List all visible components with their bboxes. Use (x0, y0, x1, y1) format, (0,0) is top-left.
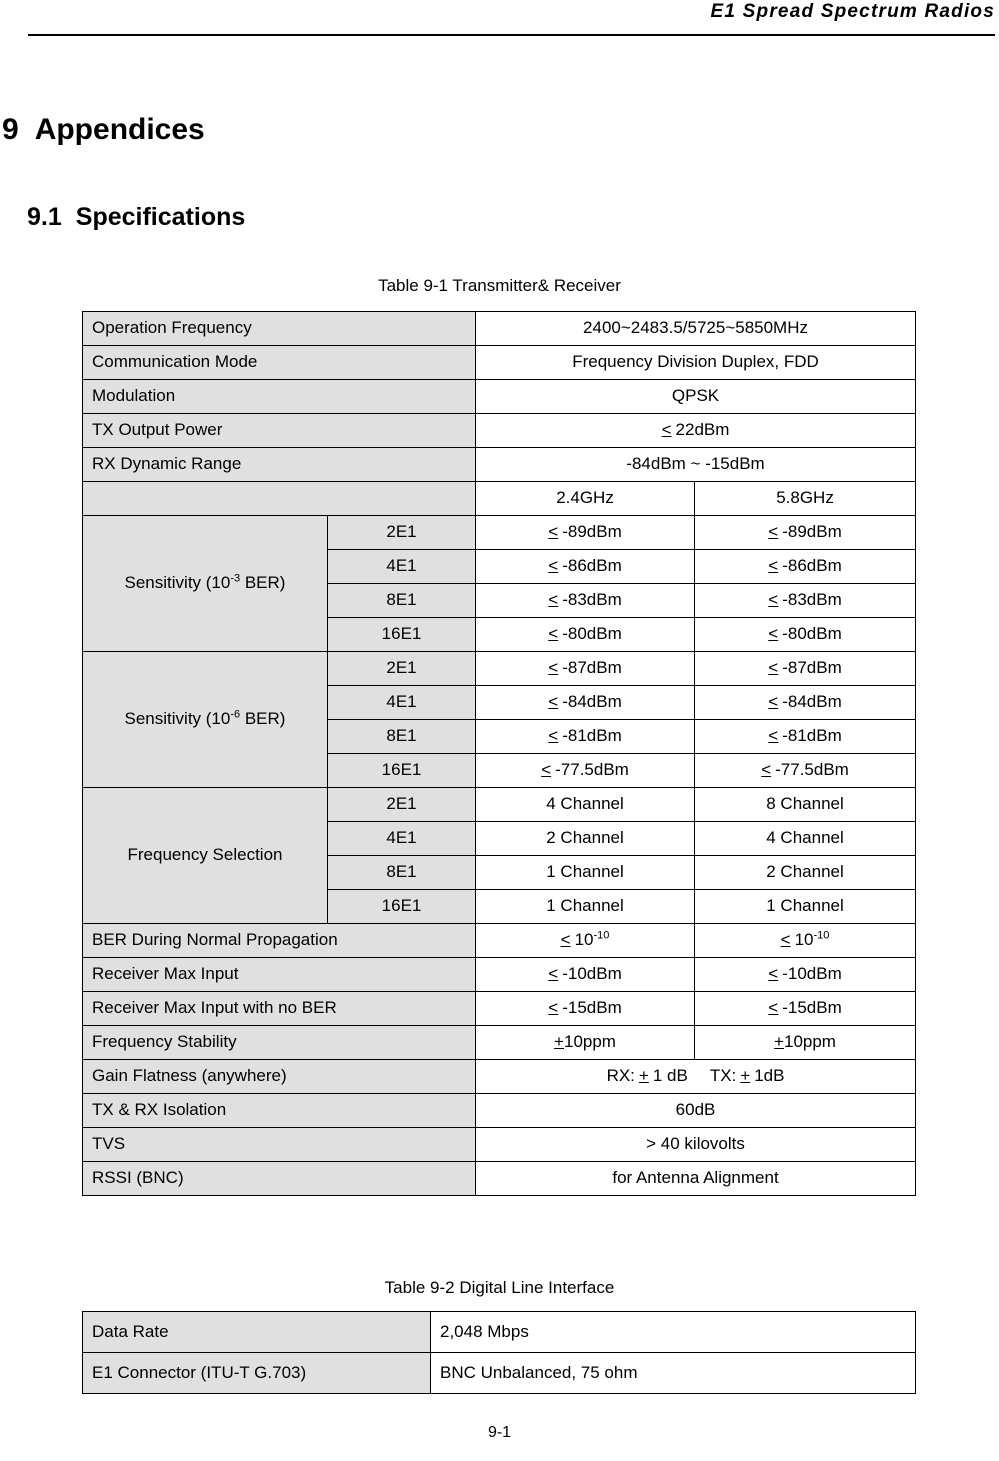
value-text: 10ppm (783, 1032, 836, 1052)
less-equal-operator: < (548, 556, 559, 576)
value-exponent: -10 (593, 929, 610, 942)
cell-value-5-8ghz (695, 992, 916, 1026)
less-equal-operator: < (548, 726, 559, 746)
table-row (83, 1060, 916, 1094)
row-label-data-rate: Data Rate (83, 1312, 431, 1353)
row-value-modulation: QPSK (476, 380, 916, 414)
sublabel-mode: 16E1 (328, 618, 476, 652)
table-row (83, 958, 916, 992)
document-title: E1 Spread Spectrum Radios (710, 1, 995, 22)
table-row (83, 448, 916, 482)
sublabel-mode: 16E1 (328, 890, 476, 924)
less-equal-operator: < (768, 624, 779, 644)
value-text: -80dBm (562, 624, 622, 644)
row-value-operation-frequency: 2400~2483.5/5725~5850MHz (476, 312, 916, 346)
column-header-2-4ghz: 2.4GHz (476, 482, 695, 516)
table-row (83, 1094, 916, 1128)
plus-minus-operator: + (638, 1066, 649, 1086)
less-equal-operator: < (761, 760, 772, 780)
table-row (83, 380, 916, 414)
row-label-rssi: RSSI (BNC) (83, 1162, 476, 1196)
less-equal-operator: < (768, 522, 779, 542)
sublabel-mode: 2E1 (328, 516, 476, 550)
sublabel-mode: 4E1 (328, 686, 476, 720)
table-1-caption: Table 9-1 Transmitter& Receiver (378, 276, 621, 295)
cell-value-2-4ghz (476, 958, 695, 992)
section-title: Specifications (75, 203, 246, 231)
row-value-rssi: for Antenna Alignment (476, 1162, 916, 1196)
less-equal-operator: < (548, 522, 559, 542)
value-text: -87dBm (562, 658, 622, 678)
table-row (83, 924, 916, 958)
table-row (83, 1353, 916, 1394)
cell-value-2-4ghz: 1 Channel (476, 856, 695, 890)
cell-value-2-4ghz (476, 1026, 695, 1060)
column-header-5-8ghz: 5.8GHz (695, 482, 916, 516)
value-text: -89dBm (782, 522, 842, 542)
cell-value-2-4ghz (476, 754, 695, 788)
sensitivity-6-label-exponent: -6 (230, 708, 241, 721)
row-label-sensitivity-10-6-ber (83, 652, 328, 788)
less-equal-operator: < (768, 998, 779, 1018)
cell-value-5-8ghz: 2 Channel (695, 856, 916, 890)
less-equal-operator: < (548, 964, 559, 984)
row-label-tx-output-power: TX Output Power (83, 414, 476, 448)
sensitivity-6-label-prefix: Sensitivity (10 (124, 709, 231, 729)
row-label-e1-connector: E1 Connector (ITU-T G.703) (83, 1353, 431, 1394)
cell-value-2-4ghz: 4 Channel (476, 788, 695, 822)
sublabel-mode: 16E1 (328, 754, 476, 788)
cell-value-5-8ghz (695, 618, 916, 652)
sublabel-mode: 4E1 (328, 550, 476, 584)
sublabel-mode: 8E1 (328, 584, 476, 618)
row-label-ber-normal-propagation: BER During Normal Propagation (83, 924, 476, 958)
cell-value-5-8ghz (695, 958, 916, 992)
cell-value-2-4ghz (476, 924, 695, 958)
less-equal-operator: < (548, 998, 559, 1018)
cell-value-5-8ghz (695, 686, 916, 720)
value-text: -15dBm (562, 998, 622, 1018)
value-base: 10 (794, 930, 814, 950)
value-text: -87dBm (782, 658, 842, 678)
value-text: -83dBm (562, 590, 622, 610)
cell-value-2-4ghz (476, 618, 695, 652)
transmitter-receiver-table (82, 311, 916, 1196)
cell-value-5-8ghz (695, 516, 916, 550)
less-equal-operator: < (541, 760, 552, 780)
cell-value-5-8ghz (695, 584, 916, 618)
value-text: -81dBm (562, 726, 622, 746)
row-label-tx-rx-isolation: TX & RX Isolation (83, 1094, 476, 1128)
cell-value-2-4ghz (476, 550, 695, 584)
value-text: -10dBm (562, 964, 622, 984)
less-equal-operator: < (768, 556, 779, 576)
row-label-gain-flatness: Gain Flatness (anywhere) (83, 1060, 476, 1094)
row-value-tvs: > 40 kilovolts (476, 1128, 916, 1162)
value-text: -80dBm (782, 624, 842, 644)
table-row (83, 414, 916, 448)
gain-flatness-tx-value: 1dB (754, 1066, 785, 1086)
value-exponent: -10 (813, 929, 830, 942)
cell-value-2-4ghz (476, 516, 695, 550)
less-equal-operator: < (780, 930, 791, 950)
table-row (83, 652, 916, 686)
sensitivity-3-label-suffix: BER) (240, 573, 286, 593)
sublabel-mode: 8E1 (328, 720, 476, 754)
section-number: 9.1 (27, 203, 62, 231)
less-equal-operator: < (548, 624, 559, 644)
cell-value-2-4ghz (476, 992, 695, 1026)
sensitivity-6-label-suffix: BER) (240, 709, 286, 729)
table-row (83, 788, 916, 822)
row-label-modulation: Modulation (83, 380, 476, 414)
value-text: -86dBm (782, 556, 842, 576)
plus-minus-operator: + (740, 1066, 751, 1086)
value-text: -83dBm (782, 590, 842, 610)
table-row (83, 516, 916, 550)
row-value-gain-flatness (476, 1060, 916, 1094)
table-row (83, 1128, 916, 1162)
cell-value-5-8ghz: 8 Channel (695, 788, 916, 822)
less-equal-operator: < (548, 590, 559, 610)
table-row (83, 992, 916, 1026)
page-footer: 9-1 (487, 1424, 512, 1441)
row-value-tx-rx-isolation: 60dB (476, 1094, 916, 1128)
gain-flatness-rx-prefix: RX: (606, 1066, 635, 1086)
table-row (83, 1312, 916, 1353)
cell-value-2-4ghz (476, 584, 695, 618)
sensitivity-3-label-prefix: Sensitivity (10 (124, 573, 231, 593)
sensitivity-3-label-exponent: -3 (230, 572, 241, 585)
section-heading (27, 203, 245, 232)
cell-value-5-8ghz (695, 1026, 916, 1060)
sublabel-mode: 2E1 (328, 652, 476, 686)
cell-value-5-8ghz (695, 924, 916, 958)
cell-value-5-8ghz (695, 754, 916, 788)
row-value-rx-dynamic-range: -84dBm ~ -15dBm (476, 448, 916, 482)
cell-value-2-4ghz: 2 Channel (476, 822, 695, 856)
value-text: -84dBm (562, 692, 622, 712)
tx-output-power-value: 22dBm (675, 420, 730, 440)
page-header (28, 0, 995, 36)
table-row (83, 1026, 916, 1060)
row-label-operation-frequency: Operation Frequency (83, 312, 476, 346)
row-label-communication-mode: Communication Mode (83, 346, 476, 380)
row-value-data-rate: 2,048 Mbps (431, 1312, 916, 1353)
cell-value-5-8ghz (695, 720, 916, 754)
less-equal-operator: < (768, 692, 779, 712)
row-label-rx-dynamic-range: RX Dynamic Range (83, 448, 476, 482)
value-text: -77.5dBm (555, 760, 629, 780)
row-label-frequency-stability: Frequency Stability (83, 1026, 476, 1060)
less-equal-operator: < (768, 590, 779, 610)
plus-minus-operator: + (774, 1032, 784, 1052)
table-header-row (83, 482, 916, 516)
less-equal-operator: < (768, 726, 779, 746)
chapter-number: 9 (2, 113, 19, 146)
cell-value-2-4ghz: 1 Channel (476, 890, 695, 924)
value-text: -81dBm (782, 726, 842, 746)
value-text: -10dBm (782, 964, 842, 984)
sublabel-mode: 2E1 (328, 788, 476, 822)
value-text: -86dBm (562, 556, 622, 576)
digital-line-interface-table (82, 1311, 916, 1394)
value-base: 10 (574, 930, 594, 950)
empty-header-cell (83, 482, 476, 516)
table-row (83, 1162, 916, 1196)
value-text: -15dBm (782, 998, 842, 1018)
cell-value-5-8ghz (695, 550, 916, 584)
gain-flatness-tx-prefix: TX: (709, 1066, 737, 1086)
row-label-receiver-max-input-no-ber: Receiver Max Input with no BER (83, 992, 476, 1026)
cell-value-2-4ghz (476, 652, 695, 686)
value-text: -77.5dBm (775, 760, 849, 780)
value-text: 10ppm (563, 1032, 616, 1052)
chapter-title: Appendices (34, 113, 205, 146)
row-value-communication-mode: Frequency Division Duplex, FDD (476, 346, 916, 380)
less-equal-operator: < (768, 964, 779, 984)
cell-value-5-8ghz: 1 Channel (695, 890, 916, 924)
plus-minus-operator: + (554, 1032, 564, 1052)
less-equal-operator: < (768, 658, 779, 678)
table-row (83, 312, 916, 346)
row-value-e1-connector: BNC Unbalanced, 75 ohm (431, 1353, 916, 1394)
row-label-frequency-selection: Frequency Selection (83, 788, 328, 924)
chapter-heading (2, 113, 205, 147)
cell-value-5-8ghz (695, 652, 916, 686)
sublabel-mode: 8E1 (328, 856, 476, 890)
value-text: -89dBm (562, 522, 622, 542)
less-equal-operator: < (548, 692, 559, 712)
less-equal-operator: < (560, 930, 571, 950)
sublabel-mode: 4E1 (328, 822, 476, 856)
gain-flatness-rx-value: 1 dB (652, 1066, 688, 1086)
row-value-tx-output-power (476, 414, 916, 448)
cell-value-2-4ghz (476, 686, 695, 720)
table-2-caption: Table 9-2 Digital Line Interface (384, 1278, 615, 1297)
less-equal-operator: < (548, 658, 559, 678)
row-label-tvs: TVS (83, 1128, 476, 1162)
less-equal-operator: < (661, 420, 672, 440)
table-row (83, 346, 916, 380)
cell-value-5-8ghz: 4 Channel (695, 822, 916, 856)
row-label-receiver-max-input: Receiver Max Input (83, 958, 476, 992)
value-text: -84dBm (782, 692, 842, 712)
row-label-sensitivity-10-3-ber (83, 516, 328, 652)
cell-value-2-4ghz (476, 720, 695, 754)
